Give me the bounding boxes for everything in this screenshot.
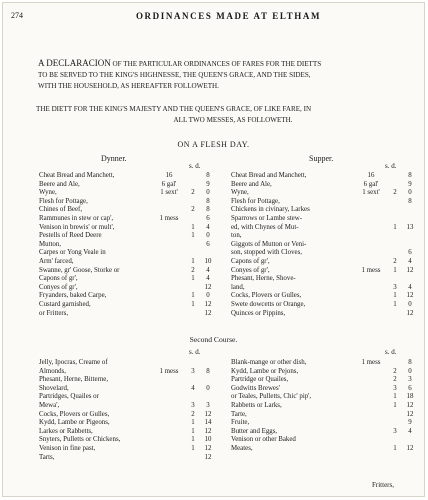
fare-pence: 8	[408, 197, 412, 205]
fare-pence: 12	[204, 444, 212, 452]
fare-row	[231, 359, 416, 368]
fare-name: Larkes or Rabbetts,	[39, 427, 93, 435]
fare-pence: 0	[206, 189, 210, 197]
fare-name: Godwitts Brewes'	[231, 384, 280, 392]
fare-name: Beere and Ale,	[39, 180, 80, 188]
fare-name: Flesh for Pottage,	[231, 197, 280, 205]
fare-name: Almonds,	[39, 367, 66, 375]
second-dynner-money-head: s. d.	[189, 348, 201, 356]
fare-name: Cheat Bread and Manchett,	[39, 172, 115, 179]
fare-pence: 8	[206, 172, 210, 179]
fare-measure: 16	[367, 172, 375, 179]
fare-shillings: 1	[393, 401, 397, 409]
fare-pence: 4	[408, 283, 412, 291]
fare-row	[39, 172, 221, 181]
fare-name: Phesant, Herne, Bitterne,	[39, 376, 109, 384]
fare-pence: 13	[406, 223, 414, 231]
fare-name: Carpes or Yong Veale in	[39, 249, 106, 257]
fare-measure: 1 mess	[159, 214, 179, 222]
fare-pence: 6	[408, 249, 412, 257]
fare-pence: 0	[408, 189, 412, 197]
fare-pence: 4	[408, 257, 412, 265]
fare-pence: 12	[204, 309, 212, 317]
fare-name: ed, with Chynes of Mut-	[231, 223, 299, 231]
fare-name: Flesh for Pottage,	[39, 197, 88, 205]
fare-name: Sparrows or Lambe stew-	[231, 214, 302, 222]
fare-shillings: 2	[191, 189, 195, 197]
fare-name: Wyne,	[39, 189, 57, 197]
declaration-line2: TO BE SERVED TO THE KING'S HIGHNESSE, THE QUEEN'S GRACE, AND THE SIDES,	[38, 71, 311, 79]
fare-name: Conyes of gr',	[39, 283, 78, 291]
fare-row	[39, 454, 221, 463]
fare-name: Tarts,	[39, 453, 55, 461]
fare-row	[39, 275, 221, 284]
fare-name: son, stopped with Cloves,	[231, 249, 303, 257]
fare-row	[39, 301, 221, 310]
fare-row	[39, 428, 221, 437]
fare-pence: 4	[206, 275, 210, 283]
fare-shillings: 2	[393, 367, 397, 375]
fare-pence: 4	[206, 223, 210, 231]
fare-pence: 8	[408, 172, 412, 179]
fare-pence: 6	[206, 240, 210, 248]
fare-row	[231, 172, 416, 181]
fare-pence: 9	[206, 180, 210, 188]
fare-pence: 6	[206, 214, 210, 222]
fare-name: Butter and Eggs,	[231, 427, 278, 435]
fare-row	[231, 224, 416, 233]
fare-pence: 12	[406, 309, 414, 317]
fare-row	[39, 310, 221, 319]
fare-row	[231, 411, 416, 420]
fare-shillings: 3	[191, 367, 195, 375]
fare-name: Phesant, Herne, Shove-	[231, 275, 296, 283]
fare-name: Mutton,	[39, 240, 62, 248]
fare-shillings: 4	[191, 384, 195, 392]
fare-name: Venison in brewis' or mult',	[39, 223, 115, 231]
fare-shillings: 1	[393, 444, 397, 452]
fare-shillings: 3	[393, 384, 397, 392]
fare-name: Kydd, Lambe or Pigeons,	[39, 419, 110, 427]
fare-name: Arm' farced,	[39, 257, 74, 265]
fare-shillings: 1	[191, 427, 195, 435]
fare-name: Beere and Ale,	[231, 180, 272, 188]
fare-name: Blank-mange or other dish,	[231, 359, 307, 366]
fare-pence: 3	[408, 376, 412, 384]
fare-row	[39, 393, 221, 402]
fare-shillings: 1	[393, 223, 397, 231]
fare-row	[39, 198, 221, 207]
fare-row	[39, 385, 221, 394]
fare-row	[231, 310, 416, 319]
fare-row	[231, 385, 416, 394]
fare-row	[231, 189, 416, 198]
fare-shillings: 1	[191, 292, 195, 300]
closing-word: Fritters,	[372, 481, 394, 489]
fare-pence: 12	[204, 283, 212, 291]
declaration-line3: WITH THE HOUSEHOLD, AS HEREAFTER FOLLOWETH.	[38, 82, 219, 90]
fare-row	[39, 402, 221, 411]
fare-row	[39, 411, 221, 420]
fare-shillings: 1	[191, 275, 195, 283]
page-number: 274	[11, 11, 23, 20]
fare-shillings: 1	[191, 444, 195, 452]
fare-name: Chines of Beef,	[39, 206, 83, 214]
fare-row	[231, 181, 416, 190]
fare-row	[39, 215, 221, 224]
fare-row	[231, 215, 416, 224]
fare-pence: 0	[206, 384, 210, 392]
fare-name: or Teales, Pulletts, Chic' pip',	[231, 393, 312, 401]
fare-shillings: 1	[393, 393, 397, 401]
fare-pence: 8	[206, 367, 210, 375]
fare-shillings: 1	[393, 292, 397, 300]
fare-name: Shovelard,	[39, 384, 69, 392]
fare-name: Rabbetts or Larks,	[231, 401, 282, 409]
fare-row	[39, 181, 221, 190]
fare-pence: 12	[204, 427, 212, 435]
fare-measure: 1 mess	[361, 359, 381, 366]
fare-row	[231, 368, 416, 377]
fare-shillings: 2	[191, 266, 195, 274]
fare-name: Wyne,	[231, 189, 249, 197]
fare-shillings: 1	[393, 266, 397, 274]
fare-row	[39, 445, 221, 454]
fare-name: Partridge or Quailes,	[231, 376, 289, 384]
fare-shillings: 1	[191, 232, 195, 240]
fare-pence: 0	[206, 232, 210, 240]
declaration-line1: OF THE PARTICULAR ORDINANCES OF FARES FOR THE DIETTS	[110, 60, 322, 68]
fare-name: or Fritters,	[39, 309, 69, 317]
fare-pence: 18	[406, 393, 414, 401]
fare-name: Custard garnished,	[39, 300, 91, 308]
fare-shillings: 3	[393, 427, 397, 435]
fare-pence: 9	[408, 419, 412, 427]
fare-row	[231, 275, 416, 284]
fare-shillings: 2	[191, 410, 195, 418]
fare-shillings: 1	[191, 257, 195, 265]
fare-name: Cocks, Plovers or Gulles,	[231, 292, 302, 300]
fare-name: Cocks, Plovers or Gulles,	[39, 410, 110, 418]
fare-row	[231, 198, 416, 207]
fare-pence: 12	[406, 401, 414, 409]
fare-shillings: 2	[393, 257, 397, 265]
fare-row	[39, 376, 221, 385]
supper-money-head: s. d.	[385, 162, 397, 170]
fare-pence: 8	[206, 197, 210, 205]
second-course-title: Second Course.	[189, 335, 238, 344]
fare-pence: 12	[204, 453, 212, 461]
fare-name: Tarte,	[231, 410, 247, 418]
running-head	[11, 11, 416, 23]
fare-row	[231, 241, 416, 250]
fare-name: Quinces or Pippins,	[231, 309, 286, 317]
fare-row	[39, 359, 221, 368]
fare-pence: 10	[204, 436, 212, 444]
fare-row	[39, 419, 221, 428]
fare-row	[231, 301, 416, 310]
fare-row	[231, 419, 416, 428]
fare-row	[39, 258, 221, 267]
fare-name: Capons of gr',	[39, 275, 78, 283]
fare-pence: 8	[408, 359, 412, 366]
fare-row	[39, 232, 221, 241]
fare-pence: 9	[408, 180, 412, 188]
fare-name: Capons of gr',	[231, 257, 270, 265]
fare-name: Fryanders, baked Carpe,	[39, 292, 107, 300]
fare-row	[231, 258, 416, 267]
fare-pence: 0	[408, 367, 412, 375]
fare-measure: 1 mess	[159, 367, 179, 375]
fare-row	[39, 189, 221, 198]
fare-shillings: 3	[191, 401, 195, 409]
fare-name: Venison or other Baked	[231, 436, 296, 444]
fare-name: Mewa',	[39, 401, 60, 409]
fare-measure: 16	[165, 172, 173, 179]
fare-name: Giggots of Mutton or Veni-	[231, 240, 307, 248]
fare-pence: 12	[406, 292, 414, 300]
fare-name: Jelly, Ipocras, Creame of	[39, 359, 108, 366]
fare-row	[231, 206, 416, 215]
fare-row	[231, 428, 416, 437]
fare-name: land,	[231, 283, 245, 291]
fare-pence: 12	[406, 266, 414, 274]
fare-shillings: 2	[393, 376, 397, 384]
fare-measure: 1 sext'	[160, 189, 178, 197]
fare-shillings: 3	[393, 283, 397, 291]
fare-row	[39, 368, 221, 377]
second-supper-money-head: s. d.	[385, 348, 397, 356]
fare-row	[39, 292, 221, 301]
fare-row	[231, 292, 416, 301]
declaration-lead: A DECLARACION	[38, 58, 111, 68]
fare-shillings: 2	[191, 206, 195, 214]
fare-row	[39, 224, 221, 233]
fare-shillings: 1	[191, 436, 195, 444]
fare-name: Partridges, Quailes or	[39, 393, 99, 401]
fare-measure: 6 gal'	[161, 180, 177, 188]
fare-row	[39, 267, 221, 276]
fare-pence: 10	[204, 257, 212, 265]
fare-shillings: 1	[393, 300, 397, 308]
fare-pence: 12	[406, 410, 414, 418]
dynner-title: Dynner.	[101, 154, 127, 163]
dynner-money-head: s. d.	[189, 162, 201, 170]
fare-shillings: 1	[191, 223, 195, 231]
declaration-heading	[38, 58, 410, 92]
fare-pence: 6	[408, 384, 412, 392]
fare-name: Swete dowcetts or Orange,	[231, 300, 306, 308]
fare-pence: 12	[204, 410, 212, 418]
fare-name: ton,	[231, 232, 242, 240]
fare-pence: 4	[408, 427, 412, 435]
flesh-day-title: ON A FLESH DAY.	[177, 140, 250, 149]
diett-line1: THE DIETT FOR THE KING'S MAJESTY AND THE QUEEN'S GRACE, OF LIKE FARE, IN	[36, 105, 312, 113]
fare-name: Conyes of gr',	[231, 266, 270, 274]
fare-measure: 6 gal'	[363, 180, 379, 188]
fare-name: Rammunes in stew or cap',	[39, 214, 114, 222]
fare-shillings: 1	[191, 419, 195, 427]
fare-row	[39, 284, 221, 293]
fare-row	[231, 393, 416, 402]
fare-name: Cheat Bread and Manchett,	[231, 172, 307, 179]
fare-row	[39, 241, 221, 250]
diett-heading	[36, 104, 410, 126]
second-supper-list	[231, 359, 416, 454]
fare-row	[231, 376, 416, 385]
fare-pence: 12	[204, 300, 212, 308]
dynner-list	[39, 172, 221, 318]
fare-name: Snyters, Pulletts or Chickens,	[39, 436, 121, 444]
fare-name: Venison in fine past,	[39, 444, 96, 452]
fare-name: Chickens in civinary, Larkes	[231, 206, 310, 214]
fare-name: Swanne, gr' Goose, Storke or	[39, 266, 120, 274]
fare-row	[231, 267, 416, 276]
running-title: ORDINANCES MADE AT ELTHAM	[135, 11, 322, 21]
fare-row	[231, 284, 416, 293]
fare-row	[39, 206, 221, 215]
fare-row	[39, 436, 221, 445]
supper-list	[231, 172, 416, 318]
fare-row	[231, 402, 416, 411]
fare-name: Pestells of Reed Deere	[39, 232, 102, 240]
fare-pence: 4	[206, 266, 210, 274]
supper-title: Supper.	[309, 154, 334, 163]
fare-pence: 3	[206, 401, 210, 409]
diett-line2: ALL TWO MESSES, AS FOLLOWETH.	[173, 116, 293, 124]
fare-row	[231, 445, 416, 454]
fare-row	[231, 232, 416, 241]
document-page	[2, 2, 425, 497]
fare-measure: 1 mess	[361, 266, 381, 274]
fare-measure: 1 sext'	[362, 189, 380, 197]
fare-name: Fruite,	[231, 419, 250, 427]
fare-row	[231, 436, 416, 445]
fare-pence: 14	[204, 419, 212, 427]
fare-pence: 0	[408, 300, 412, 308]
fare-shillings: 2	[393, 189, 397, 197]
fare-pence: 12	[406, 444, 414, 452]
fare-name: Kydd, Lambe or Pejons,	[231, 367, 299, 375]
second-dynner-list	[39, 359, 221, 462]
fare-row	[39, 249, 221, 258]
fare-name: Meates,	[231, 444, 253, 452]
fare-pence: 8	[206, 206, 210, 214]
fare-pence: 0	[206, 292, 210, 300]
fare-shillings: 1	[191, 300, 195, 308]
fare-row	[231, 249, 416, 258]
